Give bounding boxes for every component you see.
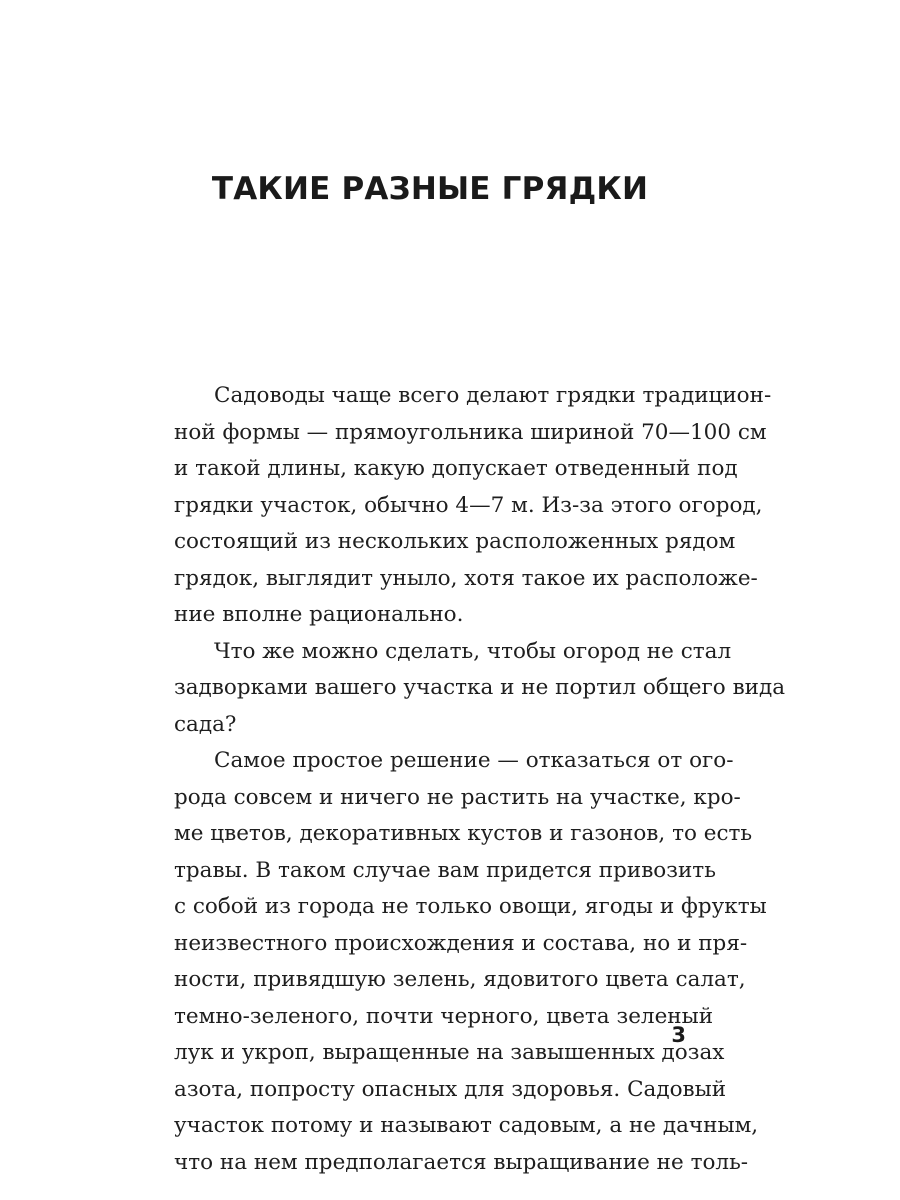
text-line: темно-зеленого, почти черного, цвета зеленый xyxy=(174,1003,714,1029)
text-line: грядок, выглядит уныло, хотя такое их расположе- xyxy=(174,565,758,591)
text-line: ние вполне рационально. xyxy=(174,602,464,627)
text-line: Самое простое решение — отказаться от ого- xyxy=(214,748,734,773)
chapter-title: ТАКИЕ РАЗНЫЕ ГРЯДКИ xyxy=(211,171,649,207)
page-number: 3 xyxy=(671,1023,686,1047)
text-line: ности, привядшую зелень, ядовитого цвета салат, xyxy=(174,967,746,992)
text-line: грядки участок, обычно 4—7 м. Из-за этого огород, xyxy=(174,492,763,518)
text-line: с собой из города не только овощи, ягоды и фрукты xyxy=(174,894,767,919)
text-line: и такой длины, какую допускает отведенный под xyxy=(174,456,738,481)
text-line: лук и укроп, выращенные на завышенных дозах xyxy=(174,1040,725,1065)
body-text xyxy=(174,378,786,1181)
text-line: что на нем предполагается выращивание не толь- xyxy=(174,1149,749,1175)
text-line: Что же можно сделать, чтобы огород не стал xyxy=(214,638,732,664)
text-line: ме цветов, декоративных кустов и газонов, то есть xyxy=(174,821,753,846)
text-line: рода совсем и ничего не растить на участке, кро- xyxy=(174,784,741,810)
text-line: азота, попросту опасных для здоровья. Садовый xyxy=(174,1076,727,1102)
text-line: сада? xyxy=(174,711,237,737)
text-line: Садоводы чаще всего делают грядки традицион- xyxy=(214,383,772,408)
text-line: участок потому и называют садовым, а не дачным, xyxy=(174,1113,759,1138)
text-line: травы. В таком случае вам придется привозить xyxy=(174,857,716,883)
text-line: состоящий из нескольких расположенных рядом xyxy=(174,529,736,554)
text-line: ной формы — прямоугольника шириной 70—100 см xyxy=(174,419,767,445)
text-line: задворками вашего участка и не портил общего вида xyxy=(174,675,786,700)
text-line: неизвестного происхождения и состава, но и пря- xyxy=(174,930,748,956)
